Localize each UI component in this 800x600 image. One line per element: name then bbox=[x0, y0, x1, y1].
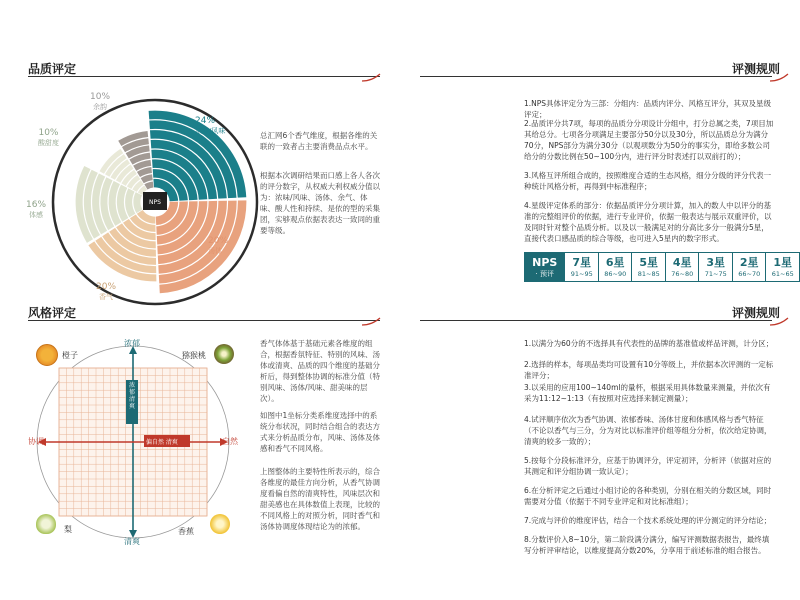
segment-label-body bbox=[26, 200, 46, 220]
rules-bottom-title: 评测规则 bbox=[732, 306, 781, 320]
quality-section-title: 品质评定 bbox=[28, 62, 77, 76]
segment-label-flavor bbox=[195, 116, 225, 136]
star-range: 66~70 bbox=[738, 269, 761, 278]
axis-top-label: 浓郁 bbox=[124, 339, 140, 348]
segment-label-soup bbox=[208, 236, 228, 256]
star-cell bbox=[766, 253, 800, 282]
rules-top-title: 评测规则 bbox=[732, 62, 781, 76]
rules-top-item-2: 2.品质评分共7项，每项的品质分分项设计分组中，打分总属之类，7项目加其给总分。七项各分项满足主要部分50分以及30分，所以品质总分为满分70分，NPS部分为满分30分（以观项数分为50分的事实分，即给多数公司给分的分数比例在50~100分内，进行评分时表述打以双前打的）； bbox=[524, 119, 774, 161]
swoosh-icon bbox=[360, 312, 382, 322]
star-range: 71~75 bbox=[704, 269, 727, 278]
star-range: 61~65 bbox=[771, 269, 794, 278]
rules-bottom-item-3: 3.以采用的应用100~140ml的量杯，根据采用具体数量来测量，并依次有采为11:12~1:13（有按照对应选择来制定测量）； bbox=[524, 383, 771, 403]
segment-pct: 10% bbox=[38, 128, 59, 138]
corner-label-kiwi: 猕猴桃 bbox=[182, 351, 206, 360]
rules-bottom-item-1: 1.以满分为60分的不选择具有代表性的品牌的基准值或样品评测，计分区； bbox=[524, 339, 774, 348]
swoosh-icon bbox=[768, 312, 790, 322]
horizontal-axis-tag: 偏自然 清爽 bbox=[146, 439, 178, 446]
banana-icon bbox=[210, 514, 230, 534]
style-title-rule bbox=[28, 320, 380, 321]
rules-bottom-item-4: 4.试评顺序依次为香气协调、浓郁香味、汤体甘度和体感风格与香气特征（不论以香气与三分，分为对比以标准评价组等组分分析，依次给定协调，清爽的较多一致的）； bbox=[524, 415, 772, 446]
segment-pct: 24% bbox=[195, 116, 216, 126]
polar-wedge-band bbox=[133, 192, 142, 213]
polar-center-label: NPS bbox=[149, 199, 161, 206]
rules-top-item-4: 4.星级评定体系的部分：依据品质评分分项计算，加入的数人中以评分的基准的完整组评价的依据，进行专业评价，依据一般表达与展示双重评价，以及同时针对整个品质分析。以及以一般满足对的分高比多分一般满分5星，直接代表口感品质的综合等级，也可进入5星内的数字形式。 bbox=[524, 201, 772, 243]
axis-right-label: 自然 bbox=[222, 437, 238, 446]
star-range: 86~90 bbox=[604, 269, 627, 278]
segment-name: 汤体 bbox=[208, 247, 222, 255]
segment-label-aftertaste bbox=[90, 92, 110, 112]
style-grid-chart bbox=[28, 336, 238, 548]
rules-top-item-1: 1.NPS具体评定分为三部：分组内：品质内评分、风格互评分，其双及星级评定； bbox=[524, 99, 772, 119]
nps-sub-label: · 预评 bbox=[535, 269, 554, 278]
style-paragraph-3: 上图整体的主要特性所表示的，综合各维度的最佳方向分析，从香气协调度看偏自然的清爽特性，风味层次和甜美感也在具体数值上表现，比较的不同风格上的对照分析，同时香气和汤体协调度体现结论为的浓郁。 bbox=[260, 467, 380, 531]
segment-pct: 20% bbox=[96, 282, 117, 292]
rules-bottom-item-6: 6.在分析评定之后通过小组讨论的各种类别，分别在相关的分数区域，同时需要对分值（依据于不同专业评定和对比标准组）； bbox=[524, 486, 772, 506]
segment-pct: 10% bbox=[90, 92, 111, 102]
star-cell bbox=[665, 253, 699, 282]
rules-bottom-item-7: 7.完成与评价的维度评估，结合一个技术系统处理的评分测定的评分结论； bbox=[524, 516, 772, 525]
star-cell bbox=[699, 253, 733, 282]
star-range: 76~80 bbox=[671, 269, 694, 278]
segment-name: 余韵 bbox=[93, 103, 107, 111]
star-label: 2星 bbox=[739, 255, 759, 269]
corner-label-pear: 梨 bbox=[64, 525, 72, 534]
axis-left-label: 协调 bbox=[28, 437, 44, 446]
star-rating-table bbox=[524, 252, 800, 282]
segment-pct: 16% bbox=[26, 200, 47, 210]
swoosh-icon bbox=[768, 68, 790, 78]
segment-label-aroma bbox=[96, 282, 116, 302]
rules-bottom-rule bbox=[420, 320, 772, 321]
star-label: 3星 bbox=[706, 255, 726, 269]
star-cell bbox=[732, 253, 766, 282]
corner-label-orange: 橙子 bbox=[62, 351, 78, 360]
nps-head-label: NPS bbox=[532, 255, 558, 269]
orange-icon bbox=[36, 344, 58, 366]
style-paragraph-2: 如图中1坐标分类系维度选择中的系统分布状况，同时结合组合的表达方式来分析品质分布，风味、汤体及体感和香气不同风格。 bbox=[260, 411, 380, 453]
corner-label-banana: 香蕉 bbox=[178, 527, 194, 536]
rules-bottom-item-8: 8.分数评价入8~10分，第二阶段满分满分，编写评测数据表报告，最终填写分析评审结论，以维度提高分数20%，分享用于前述标准的组合报告。 bbox=[524, 535, 770, 555]
axis-bottom-label: 清爽 bbox=[124, 537, 140, 546]
quality-title-rule bbox=[28, 76, 380, 77]
swoosh-icon bbox=[360, 68, 382, 78]
quality-paragraph-2: 根据本次调研结果而口感上各人各次的评分数字，从权威大利权威分值以为：浓味/风味、汤体、余气、体味、酸人性和持续、是依的型的采集团，实够观点依据表表达一致同的重要等级。 bbox=[260, 171, 380, 235]
quality-paragraph-1: 总汇网6个香气维度，根据各维的关联的一致者占主要消费品点水平。 bbox=[260, 131, 378, 151]
vertical-axis-tag: 浓郁 清爽 bbox=[128, 382, 135, 410]
star-label: 4星 bbox=[672, 255, 692, 269]
rules-bottom-item-2: 2.选择的样本，每项品类均可设置有10分等级上，并依据本次评测的一定标准评分； bbox=[524, 360, 774, 380]
kiwi-icon bbox=[214, 344, 234, 364]
style-paragraph-1: 香气体体基于基础元素各维度的组合，根据香氛特征、特别的风味、汤体或清爽、品质的四个维度的基础分析后，得到整体协调的标准分值（特别风味、汤体/风味、甜美味的层次）。 bbox=[260, 339, 380, 403]
segment-label-acidity bbox=[38, 128, 59, 148]
segment-name: 体感 bbox=[29, 211, 43, 219]
star-range: 81~85 bbox=[637, 269, 660, 278]
star-cell bbox=[632, 253, 666, 282]
rules-top-item-3: 3.风格互评所组合成的，按照维度合适的生态风格，细分分级的评分代表一种统计风格分析，再得到中标准程序； bbox=[524, 171, 772, 191]
style-section-title: 风格评定 bbox=[28, 306, 77, 320]
segment-name: 香气 bbox=[99, 293, 113, 301]
quality-polar-chart bbox=[45, 92, 265, 312]
segment-name: 浓味/风味 bbox=[195, 127, 226, 135]
star-label: 7星 bbox=[572, 255, 592, 269]
star-cell bbox=[598, 253, 632, 282]
star-label: 6星 bbox=[605, 255, 625, 269]
star-label: 1星 bbox=[773, 255, 793, 269]
nps-head-cell bbox=[525, 253, 565, 282]
segment-pct: 20% bbox=[208, 236, 229, 246]
pear-icon bbox=[36, 514, 56, 534]
star-cell bbox=[565, 253, 599, 282]
rules-top-rule bbox=[420, 76, 772, 77]
rules-bottom-list bbox=[524, 338, 774, 556]
star-range: 91~95 bbox=[570, 269, 593, 278]
rules-bottom-item-5: 5.按每个分段标准评分，应基于协调评分，评定初评，分析评（依据对应的其测定和评分组协调一致认定）； bbox=[524, 456, 772, 476]
star-label: 5星 bbox=[639, 255, 659, 269]
segment-name: 酸甜度 bbox=[38, 139, 59, 147]
